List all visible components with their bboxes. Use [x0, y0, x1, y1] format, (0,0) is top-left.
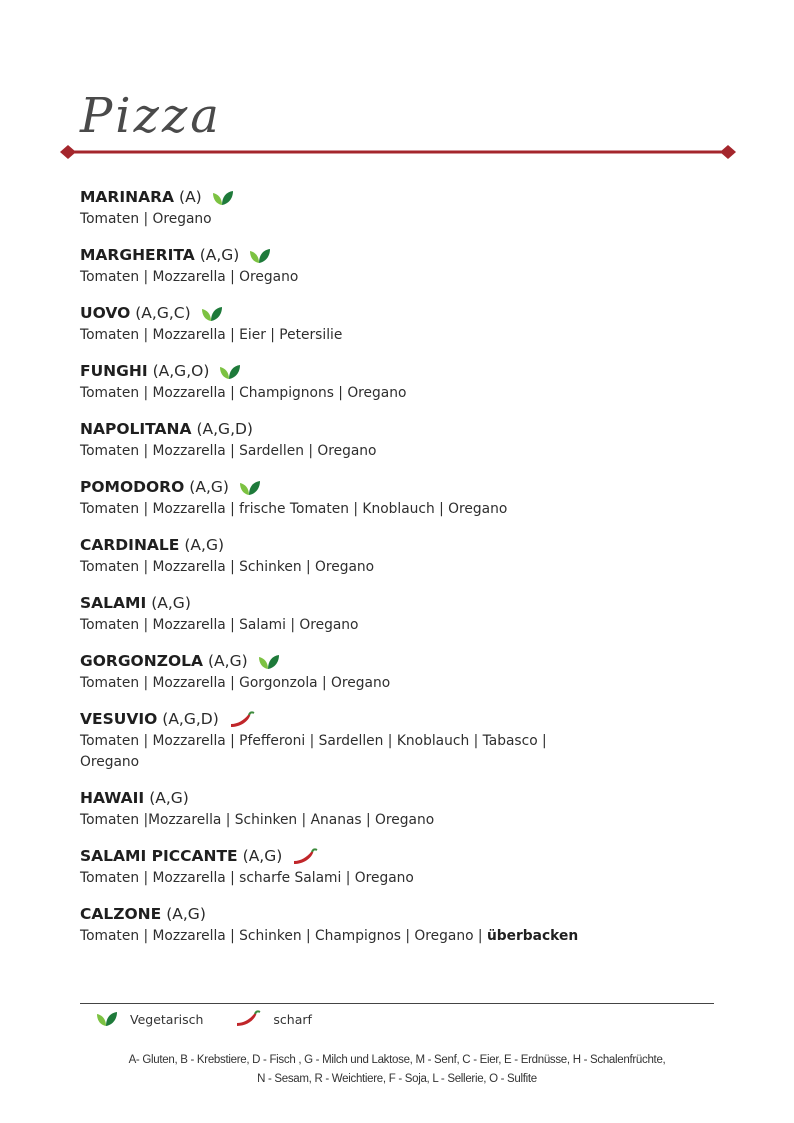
- allergen-codes: (A): [179, 188, 202, 206]
- leaf-icon: [258, 653, 280, 671]
- menu-item-header: [80, 186, 720, 209]
- menu-item-header: [80, 360, 720, 383]
- menu-item: [80, 845, 720, 889]
- menu-item-header: [80, 787, 720, 810]
- ingredients-text: Tomaten | Mozzarella | Sardellen | Oregano: [80, 443, 377, 459]
- allergen-codes: (A,G): [199, 246, 240, 264]
- menu-item-header: [80, 534, 720, 557]
- menu-item: [80, 708, 720, 773]
- legend-hot: [235, 1010, 312, 1028]
- allergen-codes: (A,G,D): [162, 710, 219, 728]
- menu-item: [80, 186, 720, 230]
- page-title: Pizza: [80, 88, 222, 144]
- ingredients: [80, 926, 720, 947]
- ingredients: [80, 209, 720, 230]
- allergen-key-line-1: A- Gluten, B - Krebstiere, D - Fisch , G - Milch und Laktose, M - Senf, C - Eier, E - Erdnüsse, H - Schalenfrüchte,: [128, 1054, 666, 1066]
- allergen-codes: (A,G): [242, 847, 283, 865]
- pizza-name: HAWAII: [80, 789, 145, 807]
- ingredients-emphasis: überbacken: [486, 928, 579, 944]
- chili-icon: [229, 711, 255, 729]
- leaf-icon: [201, 305, 223, 323]
- legend: [96, 1010, 312, 1028]
- ingredients-text: Tomaten | Mozzarella | Schinken | Oregano: [80, 559, 375, 575]
- pizza-name: VESUVIO: [80, 710, 158, 728]
- menu-item: [80, 903, 720, 947]
- menu-item: [80, 302, 720, 346]
- ingredients: [80, 383, 720, 404]
- ingredients: [80, 557, 720, 578]
- menu-item: [80, 787, 720, 831]
- allergen-codes: (A,G): [208, 652, 248, 670]
- pizza-name: MARGHERITA: [80, 246, 195, 264]
- ingredients-text: Tomaten | Mozzarella | Champignons | Oregano: [80, 385, 407, 401]
- pizza-name: CARDINALE: [80, 536, 180, 554]
- legend-vegetarian: [96, 1010, 203, 1028]
- chili-icon: [292, 848, 318, 866]
- ingredients-text: Tomaten | Oregano: [80, 211, 212, 227]
- ingredients: [80, 325, 720, 346]
- ingredients-text-continued: Oregano: [80, 754, 140, 770]
- title-divider: [60, 144, 736, 160]
- pizza-name: SALAMI: [80, 594, 147, 612]
- leaf-icon: [212, 189, 234, 207]
- menu-item: [80, 534, 720, 578]
- ingredients-text: Tomaten | Mozzarella | frische Tomaten | Knoblauch | Oregano: [80, 501, 508, 517]
- pizza-name: UOVO: [80, 304, 131, 322]
- allergen-codes: (A,G,C): [135, 304, 191, 322]
- legend-vegetarian-label: Vegetarisch: [130, 1011, 204, 1027]
- pizza-name: SALAMI PICCANTE: [80, 847, 238, 865]
- menu-item-header: [80, 418, 720, 441]
- menu-item: [80, 244, 720, 288]
- ingredients: [80, 615, 720, 636]
- ingredients-text: Tomaten | Mozzarella | Salami | Oregano: [80, 617, 359, 633]
- divider-diamond-left: [60, 145, 76, 159]
- ingredients: [80, 267, 720, 288]
- leaf-icon: [249, 247, 271, 265]
- legend-hot-label: scharf: [273, 1011, 312, 1027]
- ingredients-text: Tomaten | Mozzarella | Pfefferoni | Sardellen | Knoblauch | Tabasco |: [80, 733, 547, 749]
- ingredients: [80, 810, 720, 831]
- allergen-key-line-2: N - Sesam, R - Weichtiere, F - Soja, L - Sellerie, O - Sulfite: [257, 1073, 537, 1085]
- pizza-name: POMODORO: [80, 478, 185, 496]
- menu-item-header: [80, 592, 720, 615]
- menu-item: [80, 360, 720, 404]
- divider-diamond-right: [720, 145, 736, 159]
- menu-item-header: [80, 650, 720, 673]
- menu-item-header: [80, 903, 720, 926]
- menu-item-header: [80, 845, 720, 868]
- menu-item-header: [80, 244, 720, 267]
- leaf-icon: [96, 1010, 118, 1028]
- allergen-codes: (A,G): [149, 789, 189, 807]
- ingredients-text: Tomaten |Mozzarella | Schinken | Ananas | Oregano: [80, 812, 435, 828]
- allergen-codes: (A,G): [151, 594, 191, 612]
- leaf-icon: [219, 363, 241, 381]
- allergen-codes: (A,G): [189, 478, 229, 496]
- ingredients-text: Tomaten | Mozzarella | Schinken | Champignos | Oregano |: [80, 928, 483, 944]
- menu-item-header: [80, 302, 720, 325]
- pizza-menu: [80, 186, 720, 961]
- allergen-codes: (A,G): [184, 536, 225, 554]
- ingredients: [80, 441, 720, 462]
- menu-item-header: [80, 476, 720, 499]
- ingredients: [80, 868, 720, 889]
- allergen-key: [80, 1051, 714, 1089]
- pizza-name: NAPOLITANA: [80, 420, 192, 438]
- ingredients: [80, 499, 720, 520]
- chili-icon: [235, 1010, 261, 1028]
- ingredients-text: Tomaten | Mozzarella | Eier | Petersilie: [80, 327, 343, 343]
- ingredients-text: Tomaten | Mozzarella | Oregano: [80, 269, 299, 285]
- allergen-codes: (A,G,O): [152, 362, 210, 380]
- ingredients: [80, 731, 720, 773]
- menu-item-header: [80, 708, 720, 731]
- menu-item: [80, 650, 720, 694]
- footer-divider: [80, 1003, 714, 1004]
- ingredients: [80, 673, 720, 694]
- leaf-icon: [239, 479, 261, 497]
- allergen-codes: (A,G): [166, 905, 206, 923]
- pizza-name: FUNGHI: [80, 362, 148, 380]
- pizza-name: CALZONE: [80, 905, 162, 923]
- menu-item: [80, 476, 720, 520]
- menu-item: [80, 592, 720, 636]
- ingredients-text: Tomaten | Mozzarella | scharfe Salami | Oregano: [80, 870, 414, 886]
- pizza-name: MARINARA: [80, 188, 175, 206]
- ingredients-text: Tomaten | Mozzarella | Gorgonzola | Oregano: [80, 675, 391, 691]
- allergen-codes: (A,G,D): [196, 420, 253, 438]
- menu-item: [80, 418, 720, 462]
- pizza-name: GORGONZOLA: [80, 652, 203, 670]
